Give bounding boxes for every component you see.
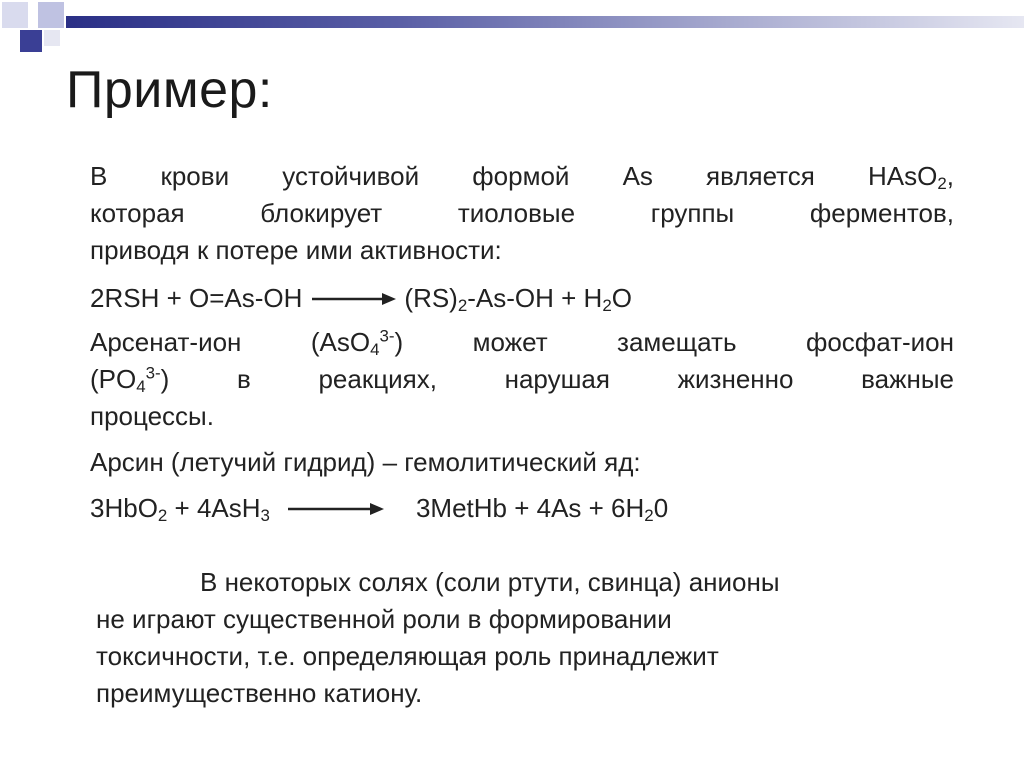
- decor-square: [44, 30, 60, 46]
- paragraph-line: токсичности, т.е. определяющая роль принадлежит: [96, 641, 719, 671]
- slide-title: Пример:: [66, 61, 273, 119]
- decor-square: [20, 30, 42, 52]
- equation-lhs: 2RSH + O=As-OH: [90, 283, 303, 313]
- paragraph-line: преимущественно катиону.: [96, 678, 423, 708]
- paragraph-line: которая блокирует тиоловые группы ферментов,: [90, 198, 954, 228]
- equation-hemoglobin-reaction: [90, 490, 954, 527]
- paragraph-arsenic-blood: [90, 158, 954, 269]
- equation-rhs: $(RS)_2-As-OH + H_2O$: [404, 283, 632, 316]
- decor-square: [2, 2, 28, 28]
- paragraph-text: ,: [946, 161, 954, 191]
- equation-rhs: 3MetHb + $4As + 6H_20$: [415, 493, 669, 526]
- paragraph-line: не играют существенной роли в формировании: [96, 604, 672, 634]
- paragraph-line: В некоторых солях (соли ртути, свинца) анионы: [200, 567, 780, 597]
- equation-thiol-reaction: [90, 280, 954, 317]
- paragraph-arsine: Арсин (летучий гидрид) – гемолитический яд:: [90, 447, 641, 477]
- paragraph-line: процессы.: [90, 401, 214, 431]
- equation-lhs: 3HbO$_2$ + 4AsH$_3$: [90, 493, 270, 526]
- header-decor-bar: [66, 16, 1024, 28]
- reaction-arrow-icon: [286, 499, 386, 519]
- paragraph-arsenate: Арсенат-ион (AsO$_4^{3-}$) может замещать фосфат-ион $(PO_4^{3-})$ в реакциях, нарушая жизненно важные процессы.: [90, 324, 954, 435]
- subscript: 2: [937, 174, 947, 194]
- paragraph-cations: [96, 564, 976, 712]
- paragraph-text: В крови устойчивой формой As является HAsO: [90, 161, 938, 191]
- reaction-arrow-icon: [310, 289, 398, 309]
- paragraph-line: приводя к потере ими активности:: [90, 235, 502, 265]
- decor-square: [38, 2, 64, 28]
